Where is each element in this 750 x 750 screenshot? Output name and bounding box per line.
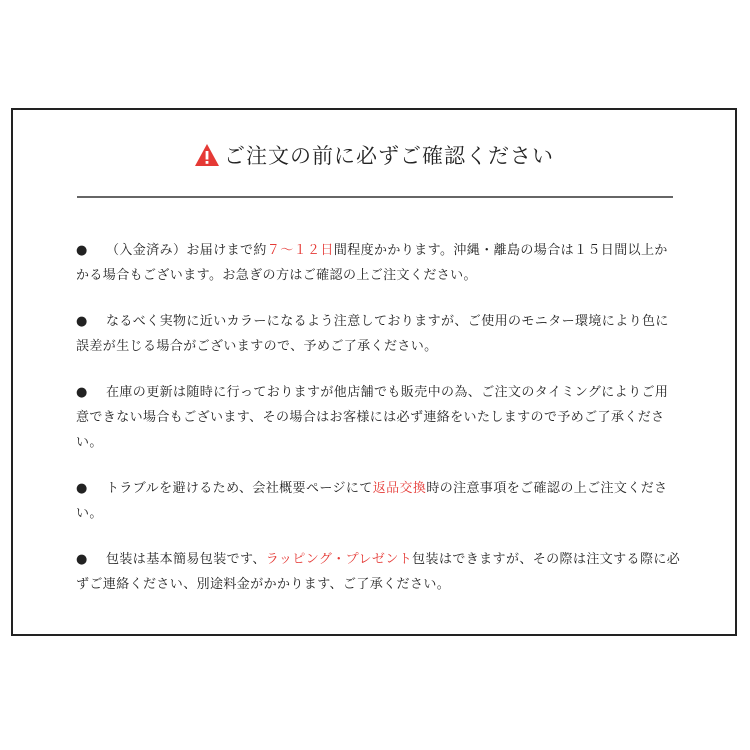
item-text: 時の注意事項をご確認の上ご注文ください。 xyxy=(76,481,668,521)
notice-item-color xyxy=(76,309,681,359)
bullet-icon: ● xyxy=(76,243,88,258)
item-text: 間程度かかります。沖縄・離島の場合は１５日間以上かかる場合もございます。お急ぎの方はご確認の上ご注文ください。 xyxy=(76,243,668,283)
bullet-icon: ● xyxy=(76,552,88,567)
item-text: 在庫の更新は随時に行っておりますが他店舗でも販売中の為、ご注文のタイミングによりご用意できない場合もございます、その場合はお客様には必ず連絡をいたしますので予めご了承ください。 xyxy=(76,385,669,450)
warning-icon xyxy=(194,143,220,167)
item-highlight: ラッピング・プレゼント xyxy=(265,552,413,567)
item-text: 包装は基本簡易包装です、 xyxy=(106,552,266,567)
notice-item-stock xyxy=(76,380,681,455)
notice-heading xyxy=(13,140,735,170)
item-highlight: 返品交換 xyxy=(372,481,427,496)
item-text: （入金済み）お届けまで約 xyxy=(106,243,267,258)
heading-text: ご注文の前に必ずご確認ください xyxy=(224,144,554,168)
notice-item-returns xyxy=(76,476,681,526)
item-highlight: ７～１２日 xyxy=(266,243,334,258)
bullet-icon: ● xyxy=(76,481,88,496)
notice-item-delivery xyxy=(76,238,681,288)
bullet-icon: ● xyxy=(76,314,88,329)
heading-divider xyxy=(77,196,673,198)
notice-item-wrapping xyxy=(76,547,681,597)
item-text: なるべく実物に近いカラーになるよう注意しておりますが、ご使用のモニター環境により色に誤差が生じる場合がございますので、予めご了承ください。 xyxy=(76,314,669,354)
notice-list xyxy=(76,238,681,618)
notice-box xyxy=(11,108,737,636)
item-text: 包装はできますが、その際は注文する際に必ずご連絡ください、別途料金がかかります、ご了承ください。 xyxy=(76,552,681,592)
item-text: トラブルを避けるため、会社概要ページにて xyxy=(106,481,373,496)
bullet-icon: ● xyxy=(76,385,88,400)
